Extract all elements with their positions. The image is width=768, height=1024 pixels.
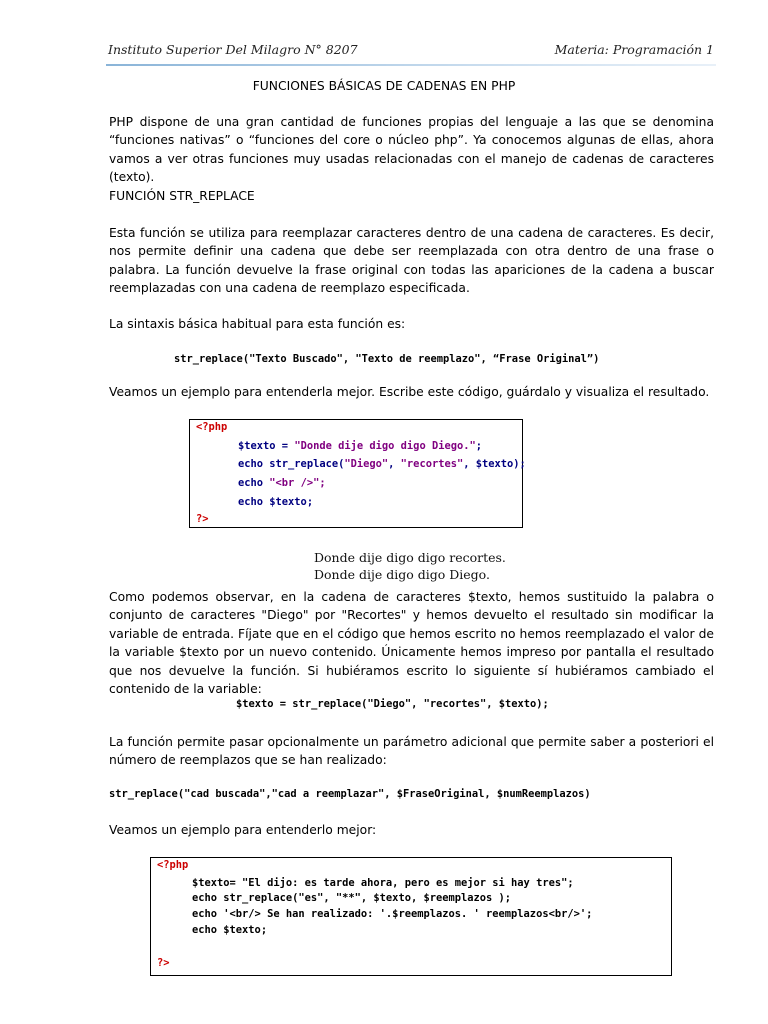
- code-line: echo $texto;: [238, 496, 314, 508]
- code-line: echo str_replace("Diego", "recortes", $texto);: [238, 458, 526, 470]
- syntax-code: str_replace("Texto Buscado", "Texto de reemplazo", “Frase Original”): [174, 353, 600, 365]
- intro-paragraph: PHP dispone de una gran cantidad de funciones propias del lenguaje a las que se denomina “funciones nativas” o “funciones del core o núcleo php”. Ya conocemos algunas de ellas, ahora vamos a ver otras funciones muy usadas relacionadas con el manejo de cadenas de caracteres (texto).: [109, 115, 714, 185]
- code-line: echo $texto;: [192, 924, 268, 936]
- page-title: FUNCIONES BÁSICAS DE CADENAS EN PHP: [252, 79, 516, 93]
- php-open-tag: <?php: [196, 421, 228, 433]
- example-intro: Veamos un ejemplo para entenderla mejor. Escribe este código, guárdalo y visualiza el resultado.: [109, 385, 710, 399]
- code-box-1: [189, 419, 526, 528]
- php-close-tag: ?>: [196, 513, 209, 525]
- explanation-paragraph: Como podemos observar, en la cadena de caracteres $texto, hemos sustituido la palabra o conjunto de caracteres "Diego" por "Recortes" y hemos devuelto el resultado sin modificar la variable de entrada. Fíjate que en el código que hemos escrito no hemos reemplazado el valor de la variable $texto por un nuevo contenido. Únicamente hemos impreso por pantalla el resultado que nos devuelve la función. Si hubiéramos escrito lo siguiente sí hubiéramos cambiado el contenido de la variable:: [109, 590, 714, 697]
- section-heading: FUNCIÓN STR_REPLACE: [109, 189, 255, 203]
- optional-code: str_replace("cad buscada","cad a reemplazar", $FraseOriginal, $numReemplazos): [109, 788, 591, 800]
- output-line-1: Donde dije digo digo recortes.: [314, 550, 506, 565]
- code-line: echo '<br/> Se han realizado: '.$reemplazos. ' reemplazos<br/>';: [192, 908, 593, 920]
- code-box-2: [150, 857, 672, 976]
- header-subject: Materia: Programación 1: [554, 42, 714, 57]
- code-line: echo "<br />";: [238, 477, 326, 489]
- example2-intro: Veamos un ejemplo para entenderlo mejor:: [109, 823, 377, 837]
- header-institution: Instituto Superior Del Milagro N° 8207: [108, 42, 358, 57]
- syntax-intro: La sintaxis básica habitual para esta función es:: [109, 317, 406, 331]
- php-close-tag: ?>: [157, 957, 170, 969]
- section-paragraph: Esta función se utiliza para reemplazar caracteres dentro de una cadena de caracteres. Es decir, nos permite definir una cadena que debe ser reemplazada con otra dentro de una frase o palabra. La función devuelve la frase original con todas las apariciones de la cadena a buscar reemplazadas con una cadena de reemplazo especificada.: [109, 226, 714, 296]
- code-line: $texto= "El dijo: es tarde ahora, pero es mejor si hay tres";: [192, 877, 574, 889]
- header-divider: [106, 64, 716, 66]
- output-line-2: Donde dije digo digo Diego.: [314, 567, 490, 582]
- php-open-tag: <?php: [157, 859, 189, 871]
- optional-paragraph: La función permite pasar opcionalmente un parámetro adicional que permite saber a posteriori el número de reemplazos que se han realizado:: [109, 735, 714, 768]
- code-line: echo str_replace("es", "**", $texto, $reemplazos );: [192, 892, 512, 904]
- assign-code: $texto = str_replace("Diego", "recortes", $texto);: [236, 698, 549, 710]
- code-line: $texto = "Donde dije digo digo Diego.";: [238, 440, 483, 452]
